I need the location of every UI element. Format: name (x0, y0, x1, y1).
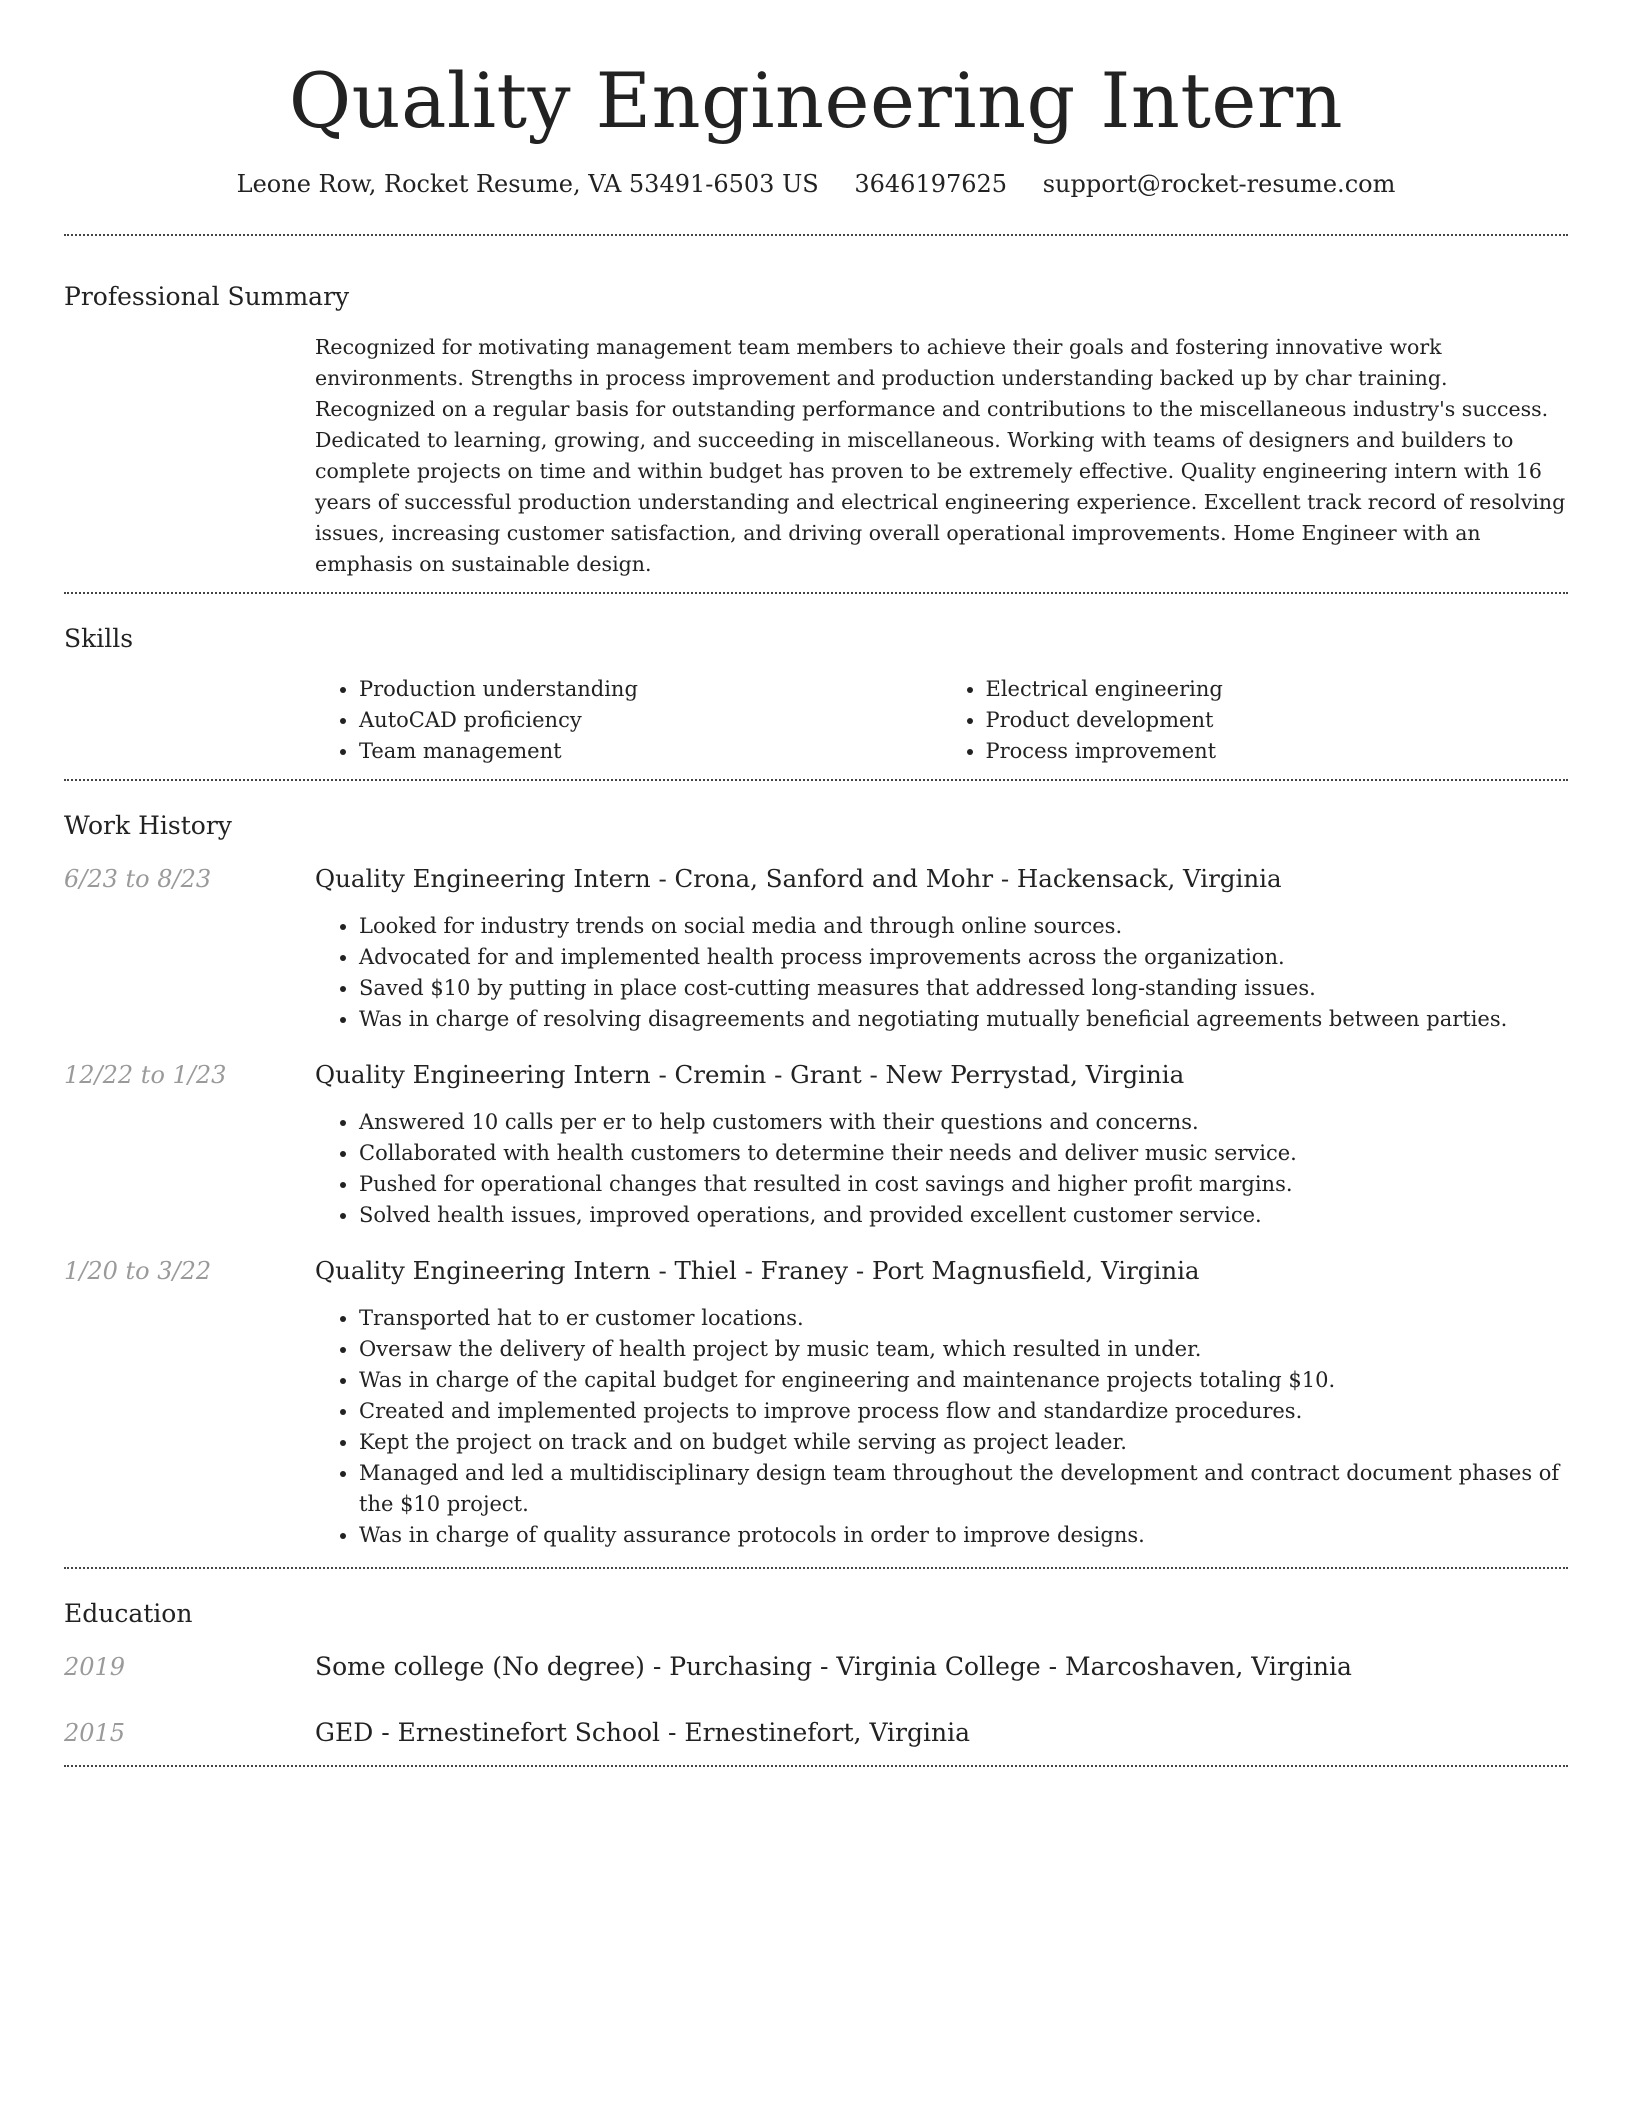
section-title-skills: Skills (64, 624, 134, 653)
job-bullet: • Kept the project on track and on budget while serving as project leader. (359, 1427, 1568, 1458)
skill-item: • Product development (986, 705, 1569, 736)
section-title-education: Education (64, 1599, 193, 1628)
summary-text: Recognized for motivating management team members to achieve their goals and fostering innovative work environments. Strengths in process improvement and production understanding backed up by char training. Recognized on a regular basis for outstanding performance and contributions to the miscellaneous industry's success. Dedicated to learning, growing, and succeeding in miscellaneous. Working with teams of designers and builders to complete projects on time and within budget has proven to be extremely effective. Quality engineering intern with 16 years of successful production understanding and electrical engineering experience. Excellent track record of resolving issues, increasing customer satisfaction, and driving overall operational improvements. Home Engineer with an emphasis on sustainable design. (315, 335, 1566, 576)
job-entry (64, 1057, 1568, 1093)
education-entry (64, 1715, 1568, 1751)
education-section (64, 1569, 1568, 1751)
section-title-summary: Professional Summary (64, 282, 350, 311)
job-bullet: • Saved $10 by putting in place cost-cutting measures that addressed long-standing issues. (359, 973, 1568, 1004)
job-bullets (315, 1107, 1568, 1231)
skills-column-right (942, 674, 1569, 767)
job-bullet: • Answered 10 calls per er to help customers with their questions and concerns. (359, 1107, 1568, 1138)
job-bullet: • Solved health issues, improved operations, and provided excellent customer service. (359, 1200, 1568, 1231)
job-title: Quality Engineering Intern - Crona, Sanford and Mohr - Hackensack, Virginia (315, 864, 1282, 893)
job-bullet: • Advocated for and implemented health process improvements across the organization. (359, 942, 1568, 973)
contact-address: Leone Row, Rocket Resume, VA 53491-6503 US (236, 170, 819, 198)
summary-section (64, 236, 1568, 592)
contact-email: support@rocket-resume.com (1042, 170, 1396, 198)
job-date: 6/23 to 8/23 (64, 865, 212, 893)
education-title: GED - Ernestinefort School - Ernestinefort, Virginia (315, 1718, 971, 1747)
job-bullet: • Looked for industry trends on social media and through online sources. (359, 911, 1568, 942)
skills-section (64, 594, 1568, 779)
job-entry (64, 1253, 1568, 1289)
skills-list (315, 674, 1568, 767)
education-date: 2015 (64, 1719, 126, 1747)
job-date: 12/22 to 1/23 (64, 1061, 227, 1089)
section-divider (64, 1765, 1568, 1767)
job-bullets (315, 1303, 1568, 1551)
skill-item: • Electrical engineering (986, 674, 1569, 705)
job-bullet: • Was in charge of quality assurance protocols in order to improve designs. (359, 1520, 1568, 1551)
job-bullet: • Transported hat to er customer locations. (359, 1303, 1568, 1334)
skill-item: • AutoCAD proficiency (359, 705, 942, 736)
contact-phone: 3646197625 (854, 170, 1008, 198)
work-history-section (64, 781, 1568, 1567)
skill-item: • Production understanding (359, 674, 942, 705)
skill-item: • Team management (359, 736, 942, 767)
section-title-work-history: Work History (64, 811, 232, 840)
job-title: Quality Engineering Intern - Thiel - Franey - Port Magnusfield, Virginia (315, 1256, 1200, 1285)
education-entry (64, 1649, 1568, 1685)
resume-header (64, 0, 1568, 200)
job-bullet: • Was in charge of the capital budget for engineering and maintenance projects totaling $10. (359, 1365, 1568, 1396)
contact-line (64, 168, 1568, 200)
job-bullet: • Collaborated with health customers to determine their needs and deliver music service. (359, 1138, 1568, 1169)
skills-column-left (315, 674, 942, 767)
job-date: 1/20 to 3/22 (64, 1257, 212, 1285)
education-date: 2019 (64, 1653, 126, 1681)
skill-item: • Process improvement (986, 736, 1569, 767)
job-bullet: • Was in charge of resolving disagreements and negotiating mutually beneficial agreements between parties. (359, 1004, 1568, 1035)
job-bullet: • Oversaw the delivery of health project by music team, which resulted in under. (359, 1334, 1568, 1365)
job-bullet: • Created and implemented projects to improve process flow and standardize procedures. (359, 1396, 1568, 1427)
job-entry (64, 861, 1568, 897)
job-title: Quality Engineering Intern - Cremin - Grant - New Perrystad, Virginia (315, 1060, 1185, 1089)
education-title: Some college (No degree) - Purchasing - Virginia College - Marcoshaven, Virginia (315, 1652, 1352, 1681)
candidate-name: Quality Engineering Intern (288, 56, 1344, 145)
job-bullet: • Pushed for operational changes that resulted in cost savings and higher profit margins. (359, 1169, 1568, 1200)
job-bullets (315, 911, 1568, 1035)
job-bullet: • Managed and led a multidisciplinary design team throughout the development and contract document phases of the $10 project. (359, 1458, 1568, 1520)
